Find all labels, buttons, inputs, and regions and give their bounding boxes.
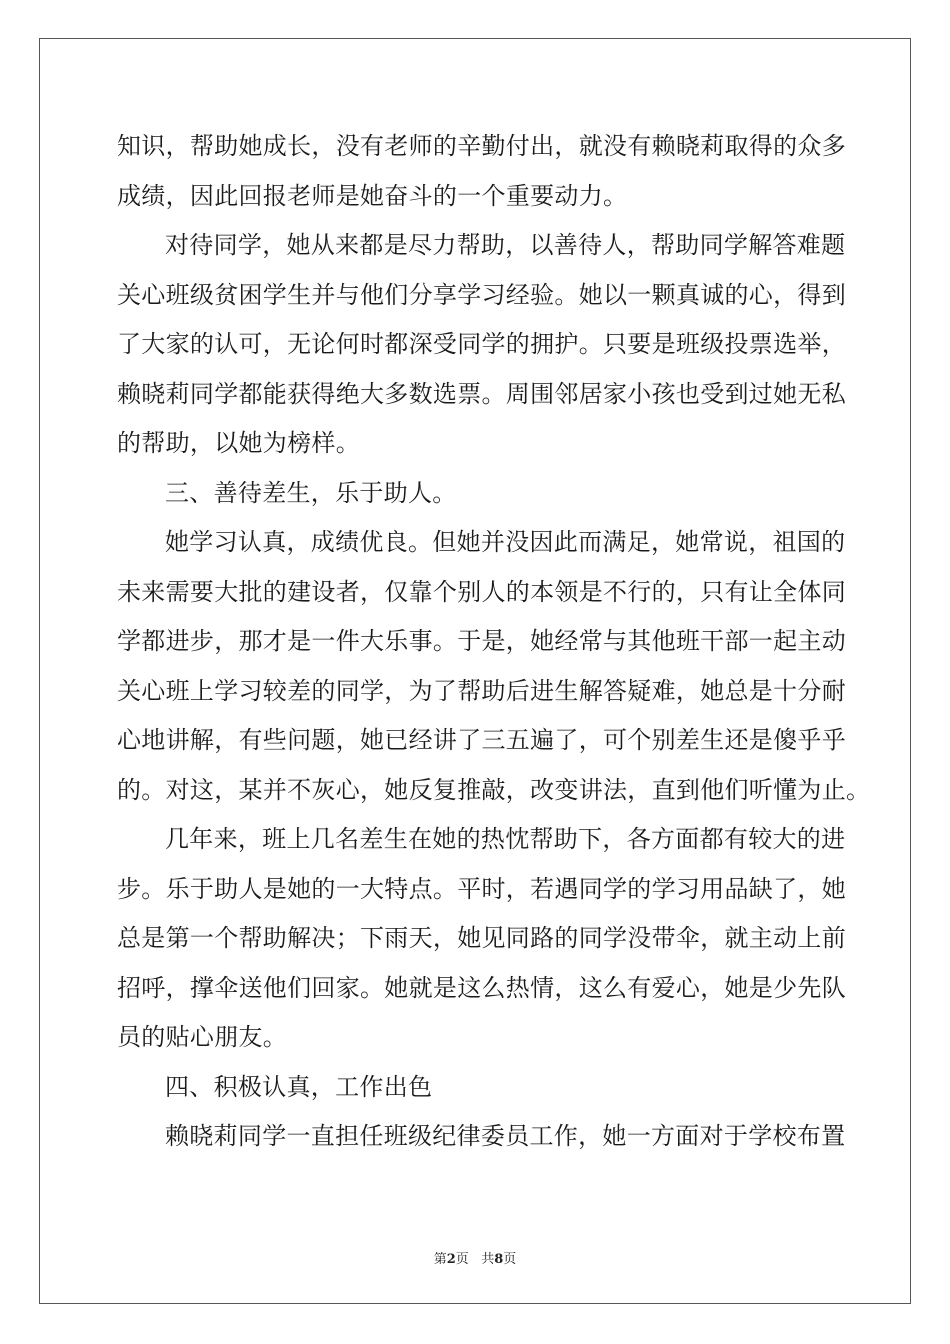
text-line: 关心班级贫困学生并与他们分享学习经验。她以一颗真诚的心，得到 [117,280,846,309]
page-number: 2 [446,1252,456,1267]
text-line: 了大家的认可，无论何时都深受同学的拥护。只要是班级投票选举， [117,330,846,358]
text-line: 未来需要大批的建设者，仅靠个别人的本领是不行的，只有让全体同 [117,577,846,606]
page-footer [0,1248,950,1267]
text-line: 知识，帮助她成长，没有老师的辛勤付出，就没有赖晓莉取得的众多 [117,132,846,160]
text-line: 招呼，撑伞送他们回家。她就是这么热情，这么有爱心，她是少先队 [117,973,846,1002]
total-suffix: 页 [503,1252,517,1267]
text-line: 三、善待差生，乐于助人。 [165,478,457,507]
text-line: 她学习认真，成绩优良。但她并没因此而满足，她常说，祖国的 [165,528,846,556]
text-line: 学都进步，那才是一件大乐事。于是，她经常与其他班干部一起主动 [117,627,846,655]
text-line: 的。对这，某并不灰心，她反复推敲，改变讲法，直到他们听懂为止。 [117,775,871,804]
text-line: 的帮助，以她为榜样。 [117,429,360,457]
text-line: 成绩，因此回报老师是她奋斗的一个重要动力。 [117,181,628,210]
text-line: 关心班上学习较差的同学，为了帮助后进生解答疑难，她总是十分耐 [117,676,846,705]
text-line: 赖晓莉同学一直担任班级纪律委员工作，她一方面对于学校布置 [165,1122,846,1150]
text-line: 步。乐于助人是她的一大特点。平时，若遇同学的学习用品缺了，她 [117,874,846,903]
total-pages: 8 [494,1252,504,1267]
text-line: 四、积极认真，工作出色 [165,1072,433,1101]
text-line: 心地讲解，有些问题，她已经讲了三五遍了，可个别差生还是傻乎乎 [117,726,846,754]
text-line: 总是第一个帮助解决；下雨天，她见同路的同学没带伞，就主动上前 [117,924,846,952]
total-prefix: 共 [481,1252,495,1267]
text-line: 对待同学，她从来都是尽力帮助，以善待人，帮助同学解答难题 [165,231,846,259]
page-prefix: 第 [433,1252,447,1267]
text-line: 员的贴心朋友。 [117,1023,288,1051]
text-line: 几年来，班上几名差生在她的热忱帮助下，各方面都有较大的进 [165,825,846,853]
document-body [117,122,871,1162]
page-suffix: 页 [455,1252,469,1267]
text-line: 赖晓莉同学都能获得绝大多数选票。周围邻居家小孩也受到过她无私 [117,379,846,408]
